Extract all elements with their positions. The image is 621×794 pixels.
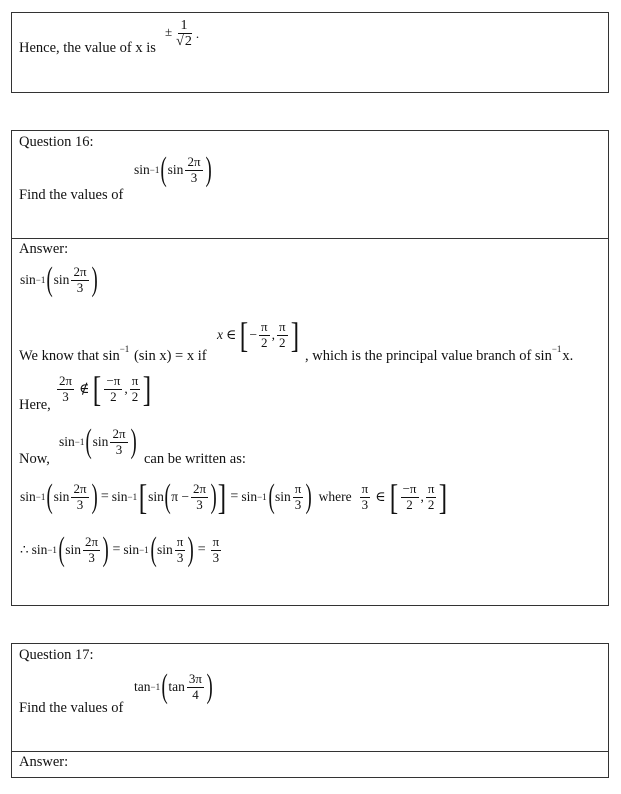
question-16-box [11,130,609,239]
fn-sin: sin [111,489,128,504]
left-paren: ( [160,151,168,188]
numerator: 1 [180,18,188,33]
neg-pi-over-2 [104,374,122,403]
radical-sign: √ [176,34,184,50]
here-label: Here, [19,397,51,413]
know-text-2: (sin x) = x if [130,348,207,364]
fn-sin: sin [134,162,150,177]
right-paren: ) [205,151,212,188]
numerator: 2π [73,481,87,497]
rewrite-equation [20,479,448,515]
not-element-of: ∉ [79,381,90,397]
right-paren: ) [91,478,98,515]
branch-text [305,344,573,365]
element-of: ∈ [226,327,237,343]
denominator: 2 [261,334,268,350]
inner-tan: tan [168,679,185,694]
left-paren: ( [58,531,65,568]
know-text: We know that sin [19,348,120,364]
left-paren: ( [150,531,157,568]
right-bracket: ] [143,369,152,409]
branch-end: x. [562,348,574,364]
left-bracket: [ [240,315,249,355]
inner-sin: sin [148,489,164,504]
inner-sin: sin [92,434,109,449]
pi-over-2 [130,374,141,403]
fraction [185,155,202,184]
denominator: 2 [131,388,139,404]
equals-sign: = [230,489,239,504]
numerator: −π [106,373,121,389]
two-pi-over-3 [57,374,74,403]
comma: , [124,381,128,396]
denominator: 3 [176,549,184,565]
numerator: 2π [59,373,73,389]
comma: , [420,489,424,504]
numerator: π [212,534,220,550]
inverse-sup: −1 [127,492,138,502]
fn-tan: tan [134,679,151,694]
question-17-title: Question 17: [19,647,94,663]
one-over-root-two [174,18,194,49]
numerator: 2π [193,481,207,497]
fn-sin: sin [31,542,48,557]
inverse-sup: −1 [257,492,267,502]
comma: , [271,327,275,342]
where-text: where [318,489,352,504]
numerator: π [361,481,369,497]
numerator: 3π [188,671,202,687]
left-bracket: [ [93,369,102,409]
plus-minus-sign: ± [165,23,173,39]
inverse-sup: −1 [47,545,57,555]
equals-sign: = [100,489,109,504]
right-paren: ) [91,261,98,298]
inner-sin: sin [53,489,70,504]
denominator: 2 [427,496,435,512]
fraction [71,482,88,511]
inverse-sup: −1 [149,165,160,175]
denominator [174,34,194,49]
element-of: ∈ [375,489,386,505]
radicand: 2 [184,34,192,50]
answer-17-box [11,751,609,778]
denominator: 3 [76,279,84,295]
question-16-title: Question 16: [19,134,94,150]
fn-sin: sin [20,489,36,504]
equals-sign: = [197,542,206,557]
know-sup: −1 [119,344,130,354]
question-16-expression [134,153,212,187]
pi-over-2 [277,320,288,349]
right-paren: ) [305,478,313,515]
pi-over-3 [211,535,222,564]
denominator: 3 [115,441,123,457]
right-paren: ) [206,668,213,705]
pi-over-3 [360,482,371,511]
fn-sin: sin [20,272,36,287]
numerator: π [427,481,435,497]
numerator: π [278,319,286,335]
branch-sup: −1 [551,344,562,354]
left-paren: ( [85,423,93,460]
fn-sin: sin [59,434,75,449]
denominator: 3 [361,496,369,512]
now-expression [59,425,137,459]
numerator: 2π [73,264,87,280]
pi-over-3 [293,482,304,511]
denominator: 2 [278,334,286,350]
left-paren: ( [164,478,171,515]
conclusion-value [165,18,199,49]
right-paren: ) [210,478,217,515]
denominator: 3 [196,496,203,512]
right-bracket: ] [439,477,448,517]
numerator: π [261,319,268,335]
inner-sin: sin [65,542,82,557]
inverse-sup: −1 [35,275,46,285]
numerator: 2π [85,534,99,550]
fn-sin: sin [123,542,140,557]
question-17-expression [134,670,213,704]
numerator: π [176,534,184,550]
left-paren: ( [161,668,168,705]
pi-over-2 [426,482,437,511]
neg-pi-over-2 [259,320,270,349]
denominator: 2 [406,496,413,512]
var-x: x [217,327,223,342]
fraction [191,482,208,511]
denominator: 3 [76,496,84,512]
not-in-statement [55,371,152,407]
answer-box-previous [11,12,609,93]
numerator: π [294,481,302,497]
right-bracket: ] [218,477,227,517]
final-answer [20,533,223,567]
numerator: π [131,373,139,389]
inner-sin: sin [167,162,184,177]
denominator: 3 [62,388,69,404]
inner-sin: sin [274,489,291,504]
fraction [187,672,204,701]
denominator: 3 [190,169,198,185]
neg-pi-over-2 [401,482,419,511]
question-17-prompt: Find the values of [19,700,124,716]
left-paren: ( [46,478,54,515]
left-bracket: [ [389,477,398,517]
numerator: 2π [112,426,126,442]
principal-statement [19,344,207,365]
denominator: 4 [192,686,199,702]
fraction [110,427,127,456]
inner-sin: sin [53,272,70,287]
principal-interval [217,317,300,353]
answer-16-label: Answer: [19,241,69,257]
left-bracket: [ [138,477,148,517]
question-16-prompt: Find the values of [19,187,124,203]
denominator: 3 [212,549,220,565]
inverse-sup: −1 [35,492,46,502]
denominator: 2 [110,388,117,404]
left-paren: ( [268,478,275,515]
left-paren: ( [46,261,54,298]
denominator: 3 [88,549,95,565]
inverse-sup: −1 [139,545,149,555]
inverse-sup: −1 [74,437,85,447]
fraction [71,265,88,294]
answer-17-label: Answer: [19,754,69,770]
right-paren: ) [130,423,137,460]
branch-text-main: , which is the principal value branch of sin [305,348,552,364]
question-17-box [11,643,609,752]
answer-expression [20,263,98,297]
minus-sign: − [249,327,257,342]
now-label: Now, [19,451,50,467]
answer-16-box [11,238,609,606]
numerator: −π [402,481,417,497]
denominator: 3 [294,496,302,512]
right-bracket: ] [290,315,299,355]
pi-minus: π − [171,489,189,504]
fn-sin: sin [241,489,258,504]
fraction [83,535,100,564]
numerator: 2π [187,154,201,170]
conclusion-text: Hence, the value of x is [19,40,156,56]
right-paren: ) [102,531,109,568]
therefore-sign: ∴ [20,542,29,557]
pi-over-3 [175,535,186,564]
written-as-text: can be written as: [144,451,246,467]
equals-sign: = [112,542,121,557]
inner-sin: sin [157,542,173,557]
right-paren: ) [187,531,195,568]
period: . [195,25,200,41]
inverse-sup: −1 [150,682,161,692]
